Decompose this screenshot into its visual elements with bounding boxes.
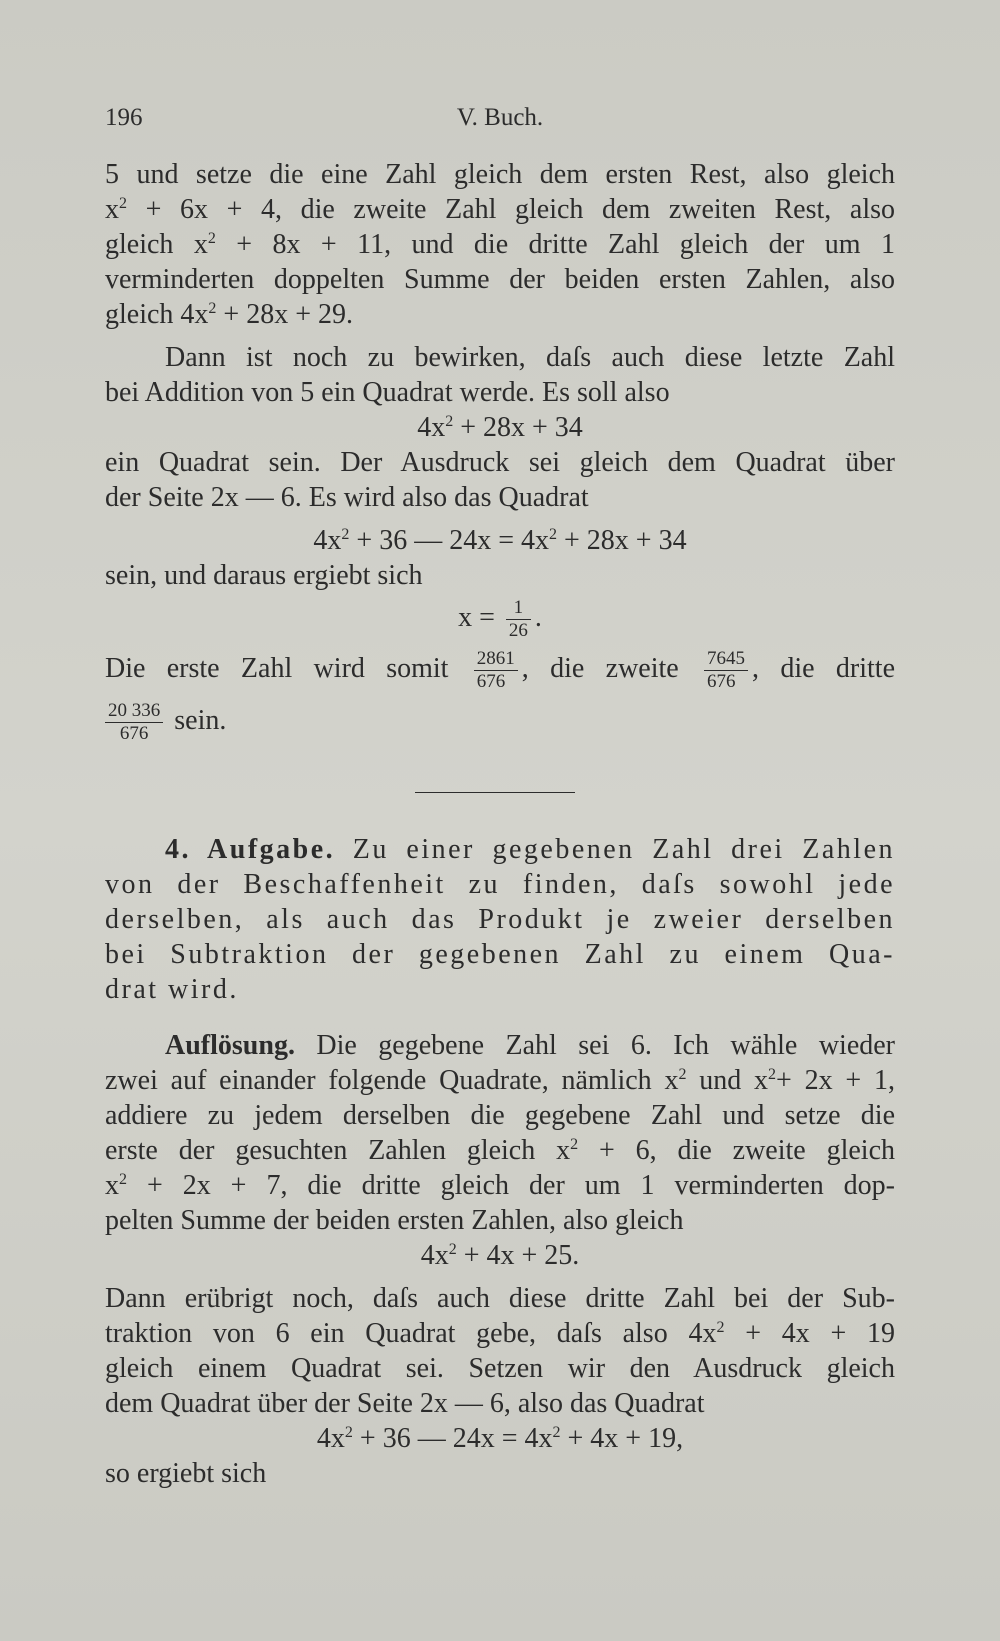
text-line: 4. Aufgabe. Zu einer gegebenen Zahl drei Zahlen bbox=[165, 834, 895, 865]
section-divider bbox=[415, 792, 575, 793]
fraction: $\frac{2861}{676}$ bbox=[474, 648, 518, 693]
text-line: $\frac{20 336}{676}$ sein. bbox=[105, 695, 895, 747]
text-line: verminderten doppelten Summe der beiden ersten Zahlen, also bbox=[105, 264, 895, 295]
text-line: gleich einem Quadrat sei. Setzen wir den Ausdruck gleich bbox=[105, 1353, 895, 1384]
text-line: Dann erübrigt noch, daſs auch diese dritte Zahl bei der Sub- bbox=[105, 1283, 895, 1314]
paragraph-continuation bbox=[105, 157, 895, 332]
text-line: bei Addition von 5 ein Quadrat werde. Es soll also bbox=[105, 377, 670, 408]
text-line: derselben, als auch das Produkt je zweier derselben bbox=[105, 904, 895, 935]
text-line: von der Beschaffenheit zu finden, daſs sowohl jede bbox=[105, 869, 895, 900]
text-line: dem Quadrat über der Seite 2x — 6, also das Quadrat bbox=[105, 1388, 705, 1419]
fraction: $\frac{1}{26}$ bbox=[506, 597, 531, 642]
text-line: pelten Summe der beiden ersten Zahlen, also gleich bbox=[105, 1205, 684, 1236]
task-label: 4. Aufgabe. bbox=[165, 834, 336, 865]
text-line: so ergiebt sich bbox=[105, 1458, 267, 1489]
text-line: ein Quadrat sein. Der Ausdruck sei gleich dem Quadrat über bbox=[105, 447, 895, 478]
text-line: gleich $4x^2 + 28x + 29$. bbox=[105, 299, 354, 330]
text-line: $x^2 + 2x + 7$, die dritte gleich der um 1 verminderten dop- bbox=[105, 1170, 895, 1201]
text-line: bei Subtraktion der gegebenen Zahl zu einem Qua- bbox=[105, 939, 895, 970]
task-4 bbox=[105, 832, 895, 1007]
text-line: zwei auf einander folgende Quadrate, nämlich $x^2$ und $x^2+ 2x + 1$, bbox=[105, 1065, 895, 1096]
paragraph-2 bbox=[105, 340, 895, 747]
solution-label: Auflösung. bbox=[165, 1030, 295, 1061]
text-line: erste der gesuchten Zahlen gleich $x^2 + 6$, die zweite gleich bbox=[105, 1135, 895, 1166]
formula: $4x^2 + 4x + 25$. bbox=[420, 1240, 580, 1271]
formula: $4x^2 + 28x + 34$ bbox=[417, 412, 583, 443]
text-line: $x^2 + 6x + 4$, die zweite Zahl gleich dem zweiten Rest, also bbox=[105, 194, 895, 225]
text-line: drat wird. bbox=[105, 974, 239, 1005]
text-line: der Seite 2x — 6. Es wird also das Quadrat bbox=[105, 482, 589, 513]
text-line: traktion von 6 ein Quadrat gebe, daſs also $4x^2 + 4x + 19$ bbox=[105, 1318, 895, 1349]
formula: x = $\frac{1}{26}$ . bbox=[458, 597, 542, 642]
formula: $4x^2 + 36$ — $24x = 4x^2 + 28x + 34$ bbox=[313, 525, 687, 556]
solution bbox=[105, 1028, 895, 1491]
running-head: V. Buch. bbox=[456, 104, 544, 131]
text-line: 5 und setze die eine Zahl gleich dem ersten Rest, also gleich bbox=[105, 159, 895, 190]
formula: $4x^2 + 36$ — $24x = 4x^2 + 4x + 19$, bbox=[316, 1423, 684, 1454]
text-line: Die erste Zahl wird somit $\frac{2861}{676}$ , die zweite $\frac{7645}{676}$ , die dritte bbox=[105, 648, 895, 693]
fraction: $\frac{7645}{676}$ bbox=[704, 648, 748, 693]
text-line: gleich $x^2 + 8x + 11$, und die dritte Zahl gleich der um 1 bbox=[105, 229, 895, 260]
text-line: Dann ist noch zu bewirken, daſs auch diese letzte Zahl bbox=[165, 342, 895, 373]
text-line: sein, und daraus ergiebt sich bbox=[105, 560, 423, 591]
fraction: $\frac{20 336}{676}$ bbox=[105, 700, 163, 745]
text-line: addiere zu jedem derselben die gegebene Zahl und setze die bbox=[105, 1100, 895, 1131]
text-line: Auflösung. Die gegebene Zahl sei 6. Ich wähle wieder bbox=[165, 1030, 895, 1061]
page-number: 196 bbox=[105, 104, 143, 131]
